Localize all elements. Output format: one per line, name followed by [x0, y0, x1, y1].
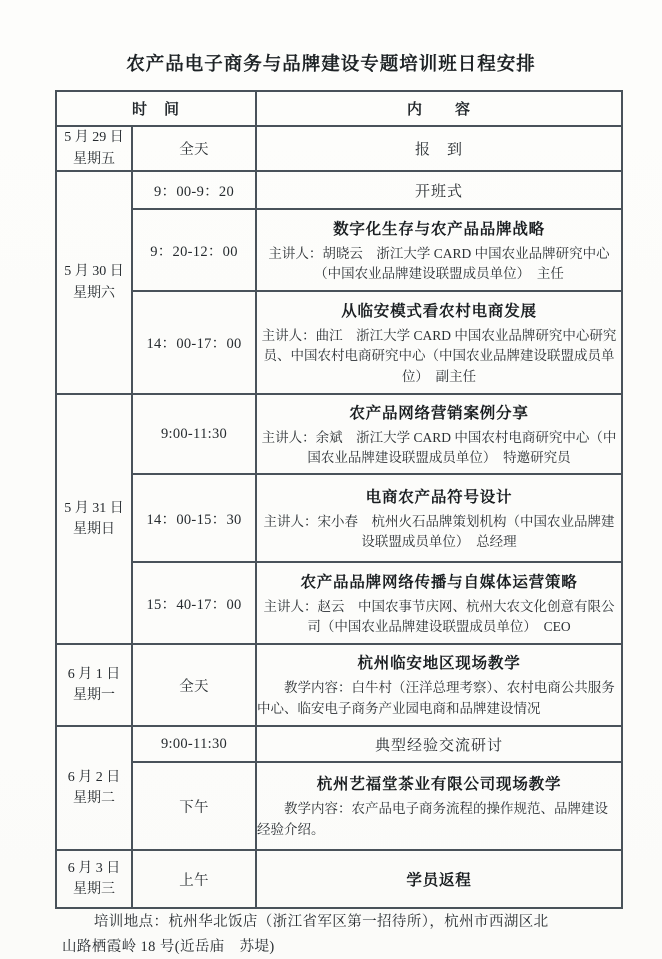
- table-row-may31-am: [56, 394, 622, 474]
- date-cell: [56, 126, 132, 171]
- time-cell: 9：20-12：00: [132, 209, 256, 291]
- date-text: 6 月 3 日: [67, 860, 121, 876]
- session-title: 农产品品牌网络传播与自媒体运营策略: [300, 573, 578, 591]
- date-cell: [56, 394, 132, 644]
- content-cell: [256, 562, 622, 644]
- training-location-note: [62, 910, 607, 959]
- table-row-may29: [56, 126, 622, 171]
- table-row-may31-pm2: [56, 562, 622, 644]
- time-cell: 14：00-15：30: [132, 474, 256, 562]
- date-cell: [56, 644, 132, 726]
- time-cell: 9：00-9：20: [132, 171, 256, 209]
- content-cell: [256, 762, 622, 850]
- table-row-may31-pm1: [56, 474, 622, 562]
- weekday-text: 星期六: [73, 285, 115, 301]
- weekday-text: 星期日: [73, 522, 115, 538]
- date-text: 5 月 31 日: [64, 500, 124, 516]
- weekday-text: 星期一: [73, 688, 115, 704]
- session-speaker: 主讲人：曲江 浙江大学 CARD 中国农业品牌研究中心研究员、中国农村电商研究中心（中国农业品牌建设联盟成员单位） 副主任: [261, 328, 617, 384]
- table-header-row: [56, 91, 622, 126]
- session-speaker: 主讲人：宋小春 杭州火石品牌策划机构（中国农业品牌建设联盟成员单位） 总经理: [263, 513, 615, 549]
- date-cell: [56, 726, 132, 850]
- content-cell: [256, 474, 622, 562]
- content-cell: [256, 291, 622, 394]
- table-row-may30-opening: [56, 171, 622, 209]
- weekday-text: 星期二: [73, 791, 115, 807]
- page-title: 农产品电子商务与品牌建设专题培训班日程安排: [126, 53, 536, 74]
- time-cell: 15：40-17：00: [132, 562, 256, 644]
- session-title: 典型经验交流研讨: [375, 737, 504, 754]
- session-detail: 教学内容：白牛村（汪洋总理考察）、农村电商公共服务中心、临安电子商务产业园电商和品牌建设情况: [257, 679, 615, 716]
- session-title: 电商农产品符号设计: [365, 488, 513, 506]
- session-title: 开班式: [415, 183, 464, 200]
- column-header-content: 内 容: [256, 91, 622, 126]
- date-text: 6 月 1 日: [67, 666, 121, 682]
- column-header-time: 时 间: [56, 91, 256, 126]
- session-title: 杭州艺福堂茶业有限公司现场教学: [316, 775, 562, 793]
- session-title: 农产品网络营销案例分享: [349, 404, 529, 422]
- time-cell: 下午: [132, 762, 256, 850]
- content-cell: [256, 209, 622, 291]
- date-cell: [56, 850, 132, 908]
- table-row-jun2-pm: [56, 762, 622, 850]
- table-row-may30-pm: [56, 291, 622, 394]
- time-cell: 9:00-11:30: [132, 726, 256, 762]
- time-cell: 14：00-17：00: [132, 291, 256, 394]
- date-text: 6 月 2 日: [67, 769, 121, 785]
- session-speaker: 主讲人：胡晓云 浙江大学 CARD 中国农业品牌研究中心（中国农业品牌建设联盟成员单位） 主任: [268, 245, 610, 281]
- weekday-text: 星期五: [73, 151, 115, 167]
- session-title: 学员返程: [406, 872, 472, 890]
- date-text: 5 月 30 日: [64, 264, 124, 280]
- time-cell: 上午: [132, 850, 256, 908]
- session-speaker: 主讲人：余斌 浙江大学 CARD 中国农村电商研究中心（中国农业品牌建设联盟成员单位） 特邀研究员: [261, 429, 617, 465]
- table-row-jun1: [56, 644, 622, 726]
- location-line-1: 培训地点：杭州华北饭店（浙江省军区第一招待所），杭州市西湖区北: [93, 914, 549, 930]
- session-title: 报 到: [415, 142, 464, 159]
- session-title: 杭州临安地区现场教学: [357, 654, 521, 672]
- content-cell: [256, 644, 622, 726]
- content-cell: [256, 394, 622, 474]
- session-detail: 教学内容：农产品电子商务流程的操作规范、品牌建设经验介绍。: [257, 800, 609, 837]
- time-cell: 9:00-11:30: [132, 394, 256, 474]
- content-cell: [256, 126, 622, 171]
- location-line-2: 山路栖霞岭 18 号(近岳庙 苏堤): [62, 939, 275, 956]
- session-title: 数字化生存与农产品品牌战略: [333, 220, 545, 238]
- weekday-text: 星期三: [73, 882, 115, 898]
- date-text: 5 月 29 日: [64, 130, 124, 145]
- content-cell: [256, 850, 622, 908]
- session-speaker: 主讲人：赵云 中国农事节庆网、杭州大农文化创意有限公司（中国农业品牌建设联盟成员单位） CEO: [263, 598, 615, 634]
- time-cell: 全天: [132, 126, 256, 171]
- date-cell: [56, 171, 132, 394]
- content-cell: [256, 171, 622, 209]
- table-row-may30-am: [56, 209, 622, 291]
- content-cell: [256, 726, 622, 762]
- table-row-jun3: [56, 850, 622, 908]
- table-row-jun2-am: [56, 726, 622, 762]
- time-cell: 全天: [132, 644, 256, 726]
- schedule-table: [55, 90, 623, 909]
- session-title: 从临安模式看农村电商发展: [341, 303, 537, 320]
